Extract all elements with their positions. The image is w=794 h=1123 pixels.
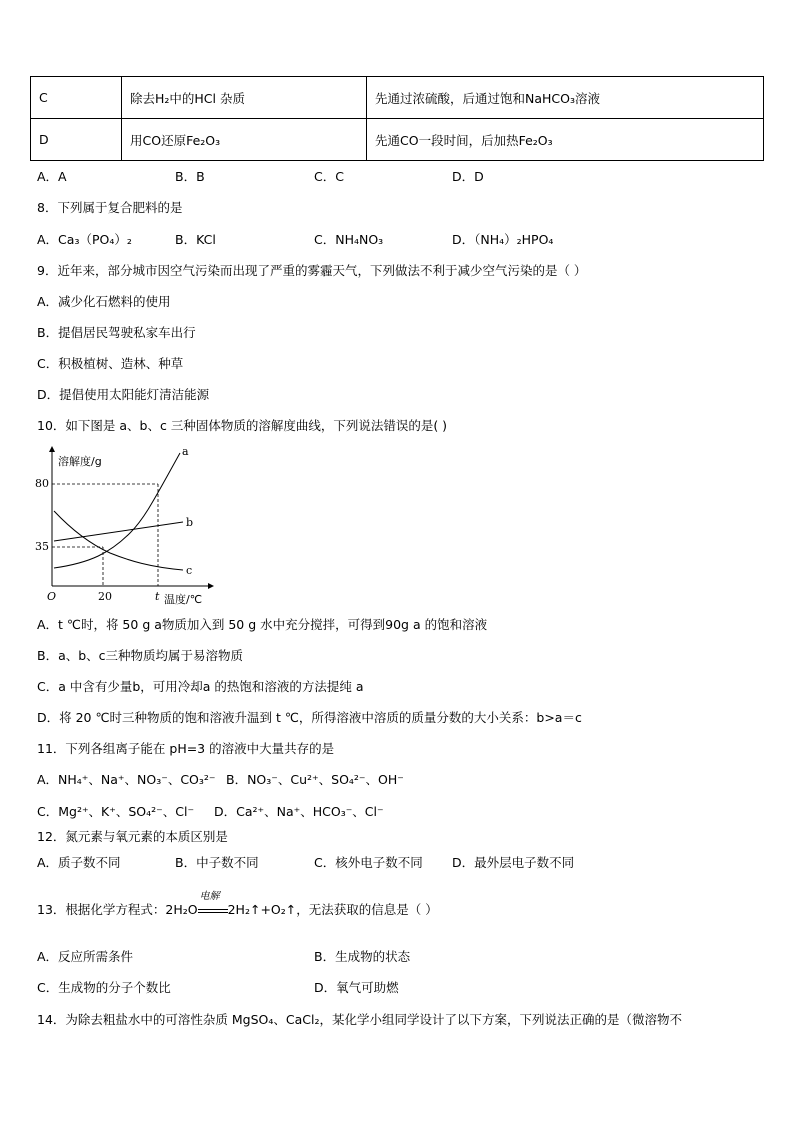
q9-option-a: A．减少化石燃料的使用 — [37, 294, 171, 309]
series-label-a: a — [182, 445, 189, 458]
q12-option-d: D．最外层电子数不同 — [452, 855, 575, 870]
q12-stem: 12．氮元素与氧元素的本质区别是 — [37, 829, 228, 844]
q12-option-c: C．核外电子数不同 — [314, 855, 423, 870]
q13-option-c: C．生成物的分子个数比 — [37, 980, 171, 995]
series-label-c: c — [186, 564, 193, 577]
q8-option-c: C．NH₄NO₃ — [314, 232, 384, 247]
q14-stem: 14．为除去粗盐水中的可溶性杂质 MgSO₄、CaCl₂，某化学小组同学设计了以下方案，下列说法正确的是（微溶物不 — [37, 1012, 682, 1027]
q8-stem: 8．下列属于复合肥料的是 — [37, 200, 183, 215]
q10-option-c: C．a 中含有少量b，可用冷却a 的热饱和溶液的方法提纯 a — [37, 679, 364, 694]
q11-stem: 11．下列各组离子能在 pH=3 的溶液中大量共存的是 — [37, 741, 335, 756]
table-row — [31, 77, 764, 119]
q7-option-c: C．C — [314, 169, 344, 184]
q13-stem-suffix: ，无法获取的信息是（ ） — [296, 902, 438, 917]
q10-option-b: B．a、b、c三种物质均属于易溶物质 — [37, 648, 244, 663]
q11-option-c: C．Mg²⁺、K⁺、SO₄²⁻、Cl⁻ — [37, 804, 195, 819]
q10-option-d: D．将 20 ℃时三种物质的饱和溶液升温到 t ℃，所得溶液中溶质的质量分数的大小关系：b>a＝c — [37, 710, 582, 725]
q9-option-b: B．提倡居民驾驶私家车出行 — [37, 325, 196, 340]
equation-condition: 电解 — [199, 890, 220, 902]
q13-option-d: D．氧气可助燃 — [314, 980, 399, 995]
q10-stem: 10．如下图是 a、b、c 三种固体物质的溶解度曲线，下列说法错误的是( ) — [37, 418, 448, 433]
q11-option-b: B．NO₃⁻、Cu²⁺、SO₄²⁻、OH⁻ — [226, 772, 404, 787]
y-tick-label: 35 — [35, 540, 49, 553]
q7-option-d: D．D — [452, 169, 484, 184]
row-label: C — [31, 77, 122, 119]
row-method: 先通CO一段时间，后加热Fe₂O₃ — [367, 119, 764, 161]
q13-option-a: A．反应所需条件 — [37, 949, 134, 964]
equation-right: 2H₂↑+O₂↑ — [227, 902, 297, 917]
q9-stem: 9．近年来，部分城市因空气污染而出现了严重的雾霾天气，下列做法不利于减少空气污染的是（ ） — [37, 263, 587, 278]
q8-option-d: D．（NH₄）₂HPO₄ — [452, 232, 554, 247]
series-label-b: b — [186, 516, 194, 529]
q12-option-b: B．中子数不同 — [175, 855, 259, 870]
q9-option-d: D．提倡使用太阳能灯清洁能源 — [37, 387, 210, 402]
table-row — [31, 119, 764, 161]
q7-option-a: A．A — [37, 169, 67, 184]
origin-label: O — [47, 590, 57, 603]
x-tick-label: 20 — [98, 590, 112, 603]
q13-option-b: B．生成物的状态 — [314, 949, 411, 964]
y-axis-label: 溶解度/g — [58, 455, 102, 468]
q13-stem — [37, 890, 438, 918]
q7-option-b: B．B — [175, 169, 205, 184]
equation-arrow — [198, 890, 228, 918]
q13-stem-prefix: 13．根据化学方程式： — [37, 902, 166, 917]
q9-option-c: C．积极植树、造林、种草 — [37, 356, 184, 371]
row-label: D — [31, 119, 122, 161]
x-axis-label: 温度/℃ — [164, 593, 203, 606]
equation-left: 2H₂O — [165, 902, 198, 917]
q10-option-a: A．t ℃时，将 50 g a物质加入到 50 g 水中充分搅拌，可得到90g a 的饱和溶液 — [37, 617, 488, 632]
options-table — [30, 76, 764, 161]
curve-a — [54, 453, 180, 568]
equals-line-bottom — [198, 912, 228, 913]
y-tick-label: 80 — [35, 477, 49, 490]
q8-option-b: B．KCl — [175, 232, 216, 247]
row-purpose: 用CO还原Fe₂O₃ — [122, 119, 367, 161]
q8-option-a: A．Ca₃（PO₄）₂ — [37, 232, 132, 247]
q12-option-a: A．质子数不同 — [37, 855, 121, 870]
row-method: 先通过浓硫酸，后通过饱和NaHCO₃溶液 — [367, 77, 764, 119]
curve-b — [54, 522, 183, 541]
equals-line-top — [198, 909, 228, 910]
curve-c — [54, 511, 183, 570]
solubility-chart — [30, 443, 220, 608]
q11-option-d: D．Ca²⁺、Na⁺、HCO₃⁻、Cl⁻ — [214, 804, 384, 819]
q11-option-a: A．NH₄⁺、Na⁺、NO₃⁻、CO₃²⁻ — [37, 772, 216, 787]
row-purpose: 除去H₂中的HCl 杂质 — [122, 77, 367, 119]
x-tick-label: t — [155, 590, 160, 603]
